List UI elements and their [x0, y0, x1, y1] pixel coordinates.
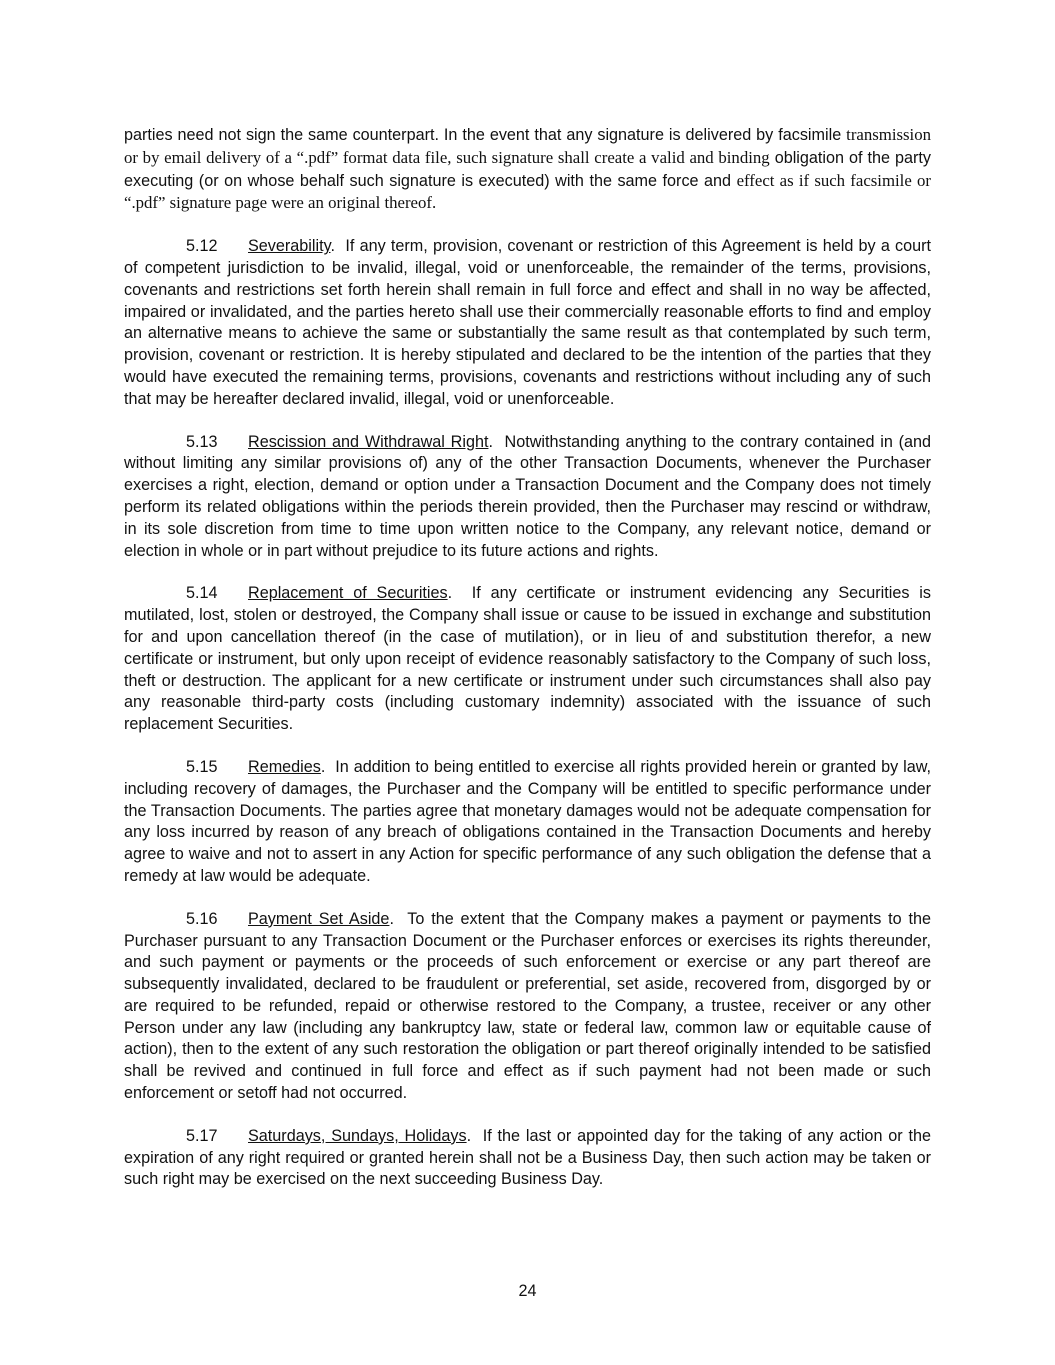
intro-line-1: parties need not sign the same counterpart. In the event that any signature is delivered by facsimile [124, 126, 842, 144]
section-number: 5.17 [186, 1126, 218, 1145]
section-number: 5.12 [186, 237, 218, 256]
section-number: 5.15 [186, 757, 218, 776]
page-number: 24 [518, 1282, 537, 1300]
section-5-15: 5.15 Remedies. In addition to being entitled to exercise all rights provided herein or granted by law, including recovery of damages, the Purchaser and the Company will be entitled to specific performance under the Transaction Documents. The parties agree that monetary damages would not be adequate compensation for any loss incurred by reason of any breach of obligations contained in the Transaction Documents and hereby agree to waive and not to assert in any Action for specific performance of any such obligation the defense that a remedy at law would be adequate. [124, 757, 932, 885]
intro-line-3: obligation of the party executing (or on whose behalf such signature is executed) with the same force and [124, 148, 932, 190]
section-heading: Remedies [248, 757, 321, 776]
section-body: To the extent that the Company makes a payment or payments to the Purchaser pursuant to any Transaction Document or the Purchaser enforces or exercises its rights thereunder, and such payment or payments or the proceeds of such enforcement or exercise or any part thereof are subsequently invalidated, declared to be fraudulent or preferential, set aside, recovered from, disgorged by or are required to be refunded, repaid or otherwise restored to the Company, a trustee, receiver or any other Person under any law (including any bankruptcy law, state or federal law, common law or equitable cause of action), then to the extent of any such restoration the obligation or part thereof originally intended to be satisfied shall be revived and continued in full force and effect as if such payment had not been made or such enforcement or setoff had not occurred. [124, 909, 931, 1103]
intro-line-2: transmission or by email delivery of a “.pdf” format data file, such signature shall create a valid and binding [124, 125, 931, 167]
section-heading: Replacement of Securities [248, 584, 448, 603]
section-heading: Severability [248, 237, 331, 256]
section-heading: Saturdays, Sundays, Holidays [248, 1126, 467, 1145]
section-5-12: 5.12 Severability. If any term, provision, covenant or restriction of this Agreement is held by a court of competent jurisdiction to be invalid, illegal, void or unenforceable, the remainder of the terms, provisions, covenants and restrictions set forth herein shall remain in full force and effect and shall in no way be affected, impaired or invalidated, and the parties hereto shall use their commercially reasonable efforts to find and employ an alternative means to achieve the same or substantially the same result as that contemplated by such term, provision, covenant or restriction. It is hereby stipulated and declared to be the intention of the parties that they would have executed the remaining terms, provisions, covenants and restrictions without including any of such that may be hereafter declared invalid, illegal, void or unenforceable. [124, 237, 932, 408]
section-heading: Rescission and Withdrawal Right [248, 432, 489, 451]
section-body: If any term, provision, covenant or restriction of this Agreement is held by a court of competent jurisdiction to be invalid, illegal, void or unenforceable, the remainder of the terms, provisions, covenants and restrictions set forth herein shall remain in full force and effect and shall in no way be affected, impaired or invalidated, and the parties hereto shall use their commercially reasonable efforts to find and employ an alternative means to achieve the same or substantially the same result as that contemplated by such term, provision, covenant or restriction. It is hereby stipulated and declared to be the intention of the parties that they would have executed the remaining terms, provisions, covenants and restrictions without including any of such that may be hereafter declared invalid, illegal, void or unenforceable. [124, 237, 932, 408]
section-number: 5.13 [186, 432, 218, 451]
section-5-13: 5.13 Rescission and Withdrawal Right. Notwithstanding anything to the contrary contained in (and without limiting any similar provisions of) any of the other Transaction Documents, whenever the Purchaser exercises a right, election, demand or option under a Transaction Document and the Company does not timely perform its related obligations within the periods therein provided, then the Purchaser may rescind or withdraw, in its sole discretion from time to time upon written notice to the Company, any relevant notice, demand or election in whole or in part without prejudice to its future actions and rights. [124, 432, 931, 560]
section-body: If any certificate or instrument evidencing any Securities is mutilated, lost, stolen or destroyed, the Company shall issue or cause to be issued in exchange and substitution for and upon cancellation thereof (in the case of mutilation), or in lieu of and substitution therefor, a new certificate or instrument, but only upon receipt of evidence reasonably satisfactory to the Company of such loss, theft or destruction. The applicant for a new certificate or instrument under such circumstances shall also pay any reasonable third-party costs (including customary indemnity) associated with the issuance of such replacement Securities. [124, 584, 931, 734]
section-5-14: 5.14 Replacement of Securities. If any certificate or instrument evidencing any Securities is mutilated, lost, stolen or destroyed, the Company shall issue or cause to be issued in exchange and substitution for and upon cancellation thereof (in the case of mutilation), or in lieu of and substitution therefor, a new certificate or instrument, but only upon receipt of evidence reasonably satisfactory to the Company of such loss, theft or destruction. The applicant for a new certificate or instrument under such circumstances shall also pay any reasonable third-party costs (including customary indemnity) associated with the issuance of such replacement Securities. [124, 584, 931, 734]
section-5-16: 5.16 Payment Set Aside. To the extent that the Company makes a payment or payments to the Purchaser pursuant to any Transaction Document or the Purchaser enforces or exercises its rights thereunder, and such payment or payments or the proceeds of such enforcement or exercise or any part thereof are subsequently invalidated, declared to be fraudulent or preferential, set aside, recovered from, disgorged by or are required to be refunded, repaid or otherwise restored to the Company, a trustee, receiver or any other Person under any law (including any bankruptcy law, state or federal law, common law or equitable cause of action), then to the extent of any such restoration the obligation or part thereof originally intended to be satisfied shall be revived and continued in full force and effect as if such payment had not been made or such enforcement or setoff had not occurred. [124, 909, 931, 1103]
section-body: In addition to being entitled to exercise all rights provided herein or granted by law, including recovery of damages, the Purchaser and the Company will be entitled to specific performance under the Transaction Documents. The parties agree that monetary damages would not be adequate compensation for any loss incurred by reason of any breach of obligations contained in the Transaction Documents and hereby agree to waive and not to assert in any Action for specific performance of any such obligation the defense that a remedy at law would be adequate. [124, 757, 932, 885]
section-body: Notwithstanding anything to the contrary contained in (and without limiting any similar provisions of) any of the other Transaction Documents, whenever the Purchaser exercises a right, election, demand or option under a Transaction Document and the Company does not timely perform its related obligations within the periods therein provided, then the Purchaser may rescind or withdraw, in its sole discretion from time to time upon written notice to the Company, any relevant notice, demand or election in whole or in part without prejudice to its future actions and rights. [124, 432, 931, 560]
intro-line-4: effect as if such facsimile or “.pdf” signature page were an original thereof. [124, 170, 931, 213]
section-number: 5.16 [186, 909, 218, 928]
section-5-17: 5.17 Saturdays, Sundays, Holidays. If the last or appointed day for the taking of any action or the expiration of any right required or granted herein shall not be a Business Day, then such action may be taken or such right may be exercised on the next succeeding Business Day. [124, 1126, 931, 1189]
section-heading: Payment Set Aside [248, 909, 390, 928]
intro-paragraph [124, 124, 931, 215]
section-number: 5.14 [186, 584, 218, 603]
section-body: If the last or appointed day for the taking of any action or the expiration of any right required or granted herein shall not be a Business Day, then such action may be taken or such right may be exercised on the next succeeding Business Day. [124, 1126, 931, 1189]
document-page [124, 124, 931, 1212]
